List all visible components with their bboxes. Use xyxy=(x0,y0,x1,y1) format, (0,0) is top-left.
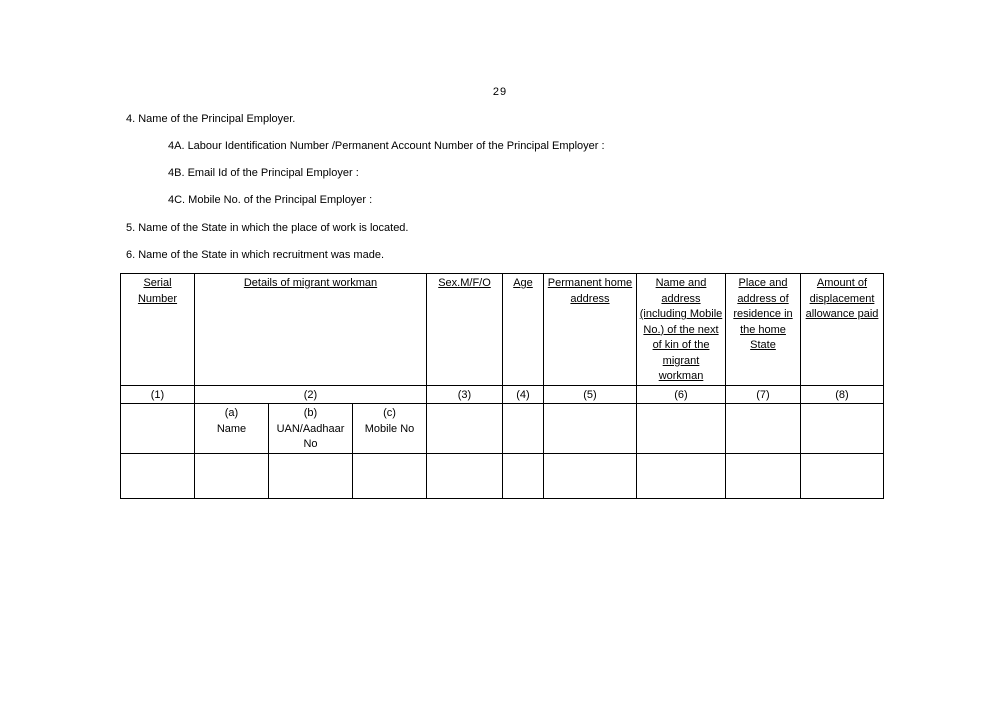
header-residence-home-state: Place and address of residence in the home State xyxy=(726,274,801,386)
table-cell xyxy=(637,453,726,498)
table-cell xyxy=(427,453,503,498)
state-of-work-line: 5. Name of the State in which the place of work is located. xyxy=(126,222,409,234)
table-cell xyxy=(801,404,884,454)
header-next-of-kin: Name and address (including Mobile No.) of the next of kin of the migrant workman xyxy=(637,274,726,386)
table-cell xyxy=(121,404,195,454)
column-number: (2) xyxy=(195,385,427,404)
column-number: (6) xyxy=(637,385,726,404)
column-number: (5) xyxy=(544,385,637,404)
subheader-uan-aadhaar: (b) UAN/Aadhaar No xyxy=(269,404,353,454)
table-cell xyxy=(269,453,353,498)
table-cell xyxy=(726,453,801,498)
table-cell xyxy=(427,404,503,454)
table-cell xyxy=(544,453,637,498)
table-cell xyxy=(353,453,427,498)
header-sex: Sex.M/F/O xyxy=(427,274,503,386)
migrant-workman-register-table xyxy=(120,273,884,499)
table-cell xyxy=(195,453,269,498)
header-row xyxy=(121,274,884,386)
table-cell xyxy=(121,453,195,498)
header-details-of-migrant-workman: Details of migrant workman xyxy=(195,274,427,386)
header-serial-number: Serial Number xyxy=(121,274,195,386)
column-number: (1) xyxy=(121,385,195,404)
column-number: (3) xyxy=(427,385,503,404)
subheader-mobile-no: (c) Mobile No xyxy=(353,404,427,454)
table-cell xyxy=(801,453,884,498)
email-id-line: 4B. Email Id of the Principal Employer : xyxy=(168,167,359,179)
mobile-no-line: 4C. Mobile No. of the Principal Employer : xyxy=(168,194,373,206)
header-permanent-home-address: Permanent home address xyxy=(544,274,637,386)
column-number: (4) xyxy=(503,385,544,404)
table-cell xyxy=(637,404,726,454)
subheader-name: (a) Name xyxy=(195,404,269,454)
table-cell xyxy=(544,404,637,454)
page-number: 29 xyxy=(492,86,508,98)
table-cell xyxy=(503,404,544,454)
principal-employer-name-line: 4. Name of the Principal Employer. xyxy=(126,113,296,125)
table-cell xyxy=(503,453,544,498)
header-age: Age xyxy=(503,274,544,386)
subheader-row xyxy=(121,404,884,454)
state-of-recruitment-line: 6. Name of the State in which recruitment was made. xyxy=(126,249,385,261)
labour-id-pan-line: 4A. Labour Identification Number /Permanent Account Number of the Principal Employer : xyxy=(168,140,605,152)
column-number: (8) xyxy=(801,385,884,404)
column-number: (7) xyxy=(726,385,801,404)
table-cell xyxy=(726,404,801,454)
table-row xyxy=(121,453,884,498)
header-displacement-allowance: Amount of displacement allowance paid xyxy=(801,274,884,386)
column-number-row xyxy=(121,385,884,404)
